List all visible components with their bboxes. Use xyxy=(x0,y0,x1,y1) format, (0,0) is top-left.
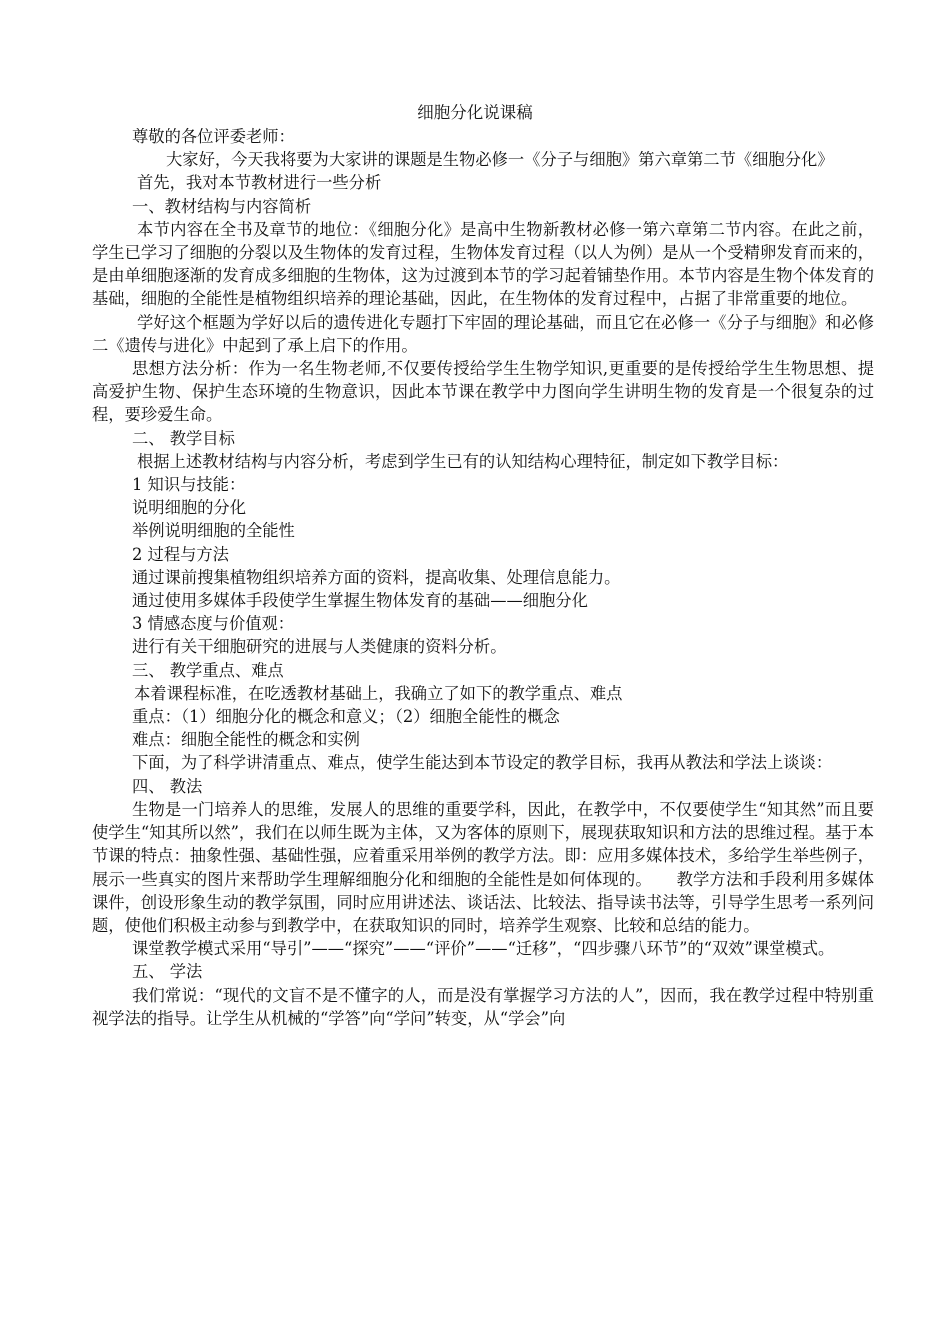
section-heading-1: 一、教材结构与内容简析 xyxy=(132,196,312,216)
goal-item: 举例说明细胞的全能性 xyxy=(132,521,295,541)
paragraph-learning-method: 我们常说：“现代的文盲不是不懂字的人，而是没有掌握学习方法的人”，因而，我在教学过程中特别重视学法的指导。让学生从机械的“学答”向“学问”转变，从“学会”向 xyxy=(92,985,874,1028)
goal-item: 说明细胞的分化 xyxy=(132,498,246,518)
document-body xyxy=(92,125,874,1030)
paragraph-methods-transition: 下面，为了科学讲清重点、难点，使学生能达到本节设定的教学目标，我再从教法和学法上谈谈： xyxy=(132,753,833,773)
paragraph-teaching-method: 生物是一门培养人的思维，发展人的思维的重要学科，因此，在教学中，不仅要使学生“知其然”而且要使学生“知其所以然”，我们在以师生既为主体，又为客体的原则下，展现获取知识和方法的思维过程。基于本节课的特点：抽象性强、基础性强，应着重采用举例的教学方法。即：应用多媒体技术，多给学生举些例子，展示一些真实的图片来帮助学生理解细胞分化和细胞的全能性是如何体现的。 教学方法和手段利用多媒体课件，创设形象生动的教学氛围，同时应用讲述法、谈话法、比较法、指导读书法等，引导学生思考一系列问题，使他们积极主动参与到教学中，在获取知识的同时，培养学生观察、比较和总结的能力。 xyxy=(92,799,874,935)
section-heading-4: 四、 教法 xyxy=(132,776,203,796)
paragraph-intro: 大家好，今天我将要为大家讲的课题是生物必修一《分子与细胞》第六章第二节《细胞分化》 xyxy=(166,150,834,170)
paragraph-key-points-intro: 本着课程标准，在吃透教材基础上，我确立了如下的教学重点、难点 xyxy=(134,683,623,703)
paragraph-method-analysis: 思想方法分析：作为一名生物老师,不仅要传授给学生生物学知识,更重要的是传授给学生生物思想、提高爱护生物、保护生态环境的生物意识，因此本节课在教学中力图向学生讲明生物的发育是一个很复杂的过程，要珍爱生命。 xyxy=(92,359,874,425)
paragraph-textbook-position: 本节内容在全书及章节的地位：《细胞分化》是高中生物新教材必修一第六章第二节内容。在此之前，学生已学习了细胞的分裂以及生物体的发育过程，生物体发育过程（以人为例）是从一个受精卵发育而来的，是由单细胞逐渐的发育成多细胞的生物体，这为过渡到本节的学习起着铺垫作用。本节内容是生物个体发育的基础，细胞的全能性是植物组织培养的理论基础，因此，在生物体的发育过程中，占据了非常重要的地位。 xyxy=(92,219,874,309)
goal-item: 通过课前搜集植物组织培养方面的资料，提高收集、处理信息能力。 xyxy=(132,567,621,587)
section-heading-5: 五、 学法 xyxy=(132,962,203,982)
goal-heading-2: 2 过程与方法 xyxy=(132,544,229,564)
goal-heading-3: 3 情感态度与价值观： xyxy=(132,614,295,634)
paragraph-goals-intro: 根据上述教材结构与内容分析，考虑到学生已有的认知结构心理特征，制定如下教学目标： xyxy=(137,451,789,471)
section-heading-2: 二、 教学目标 xyxy=(132,428,235,448)
document-title: 细胞分化说课稿 xyxy=(417,103,533,122)
section-heading-3: 三、 教学重点、难点 xyxy=(132,660,284,680)
goal-item: 通过使用多媒体手段使学生掌握生物体发育的基础——细胞分化 xyxy=(132,591,588,611)
paragraph-class-model: 课堂教学模式采用“导引”——“探究”——“评价”——“迁移”，“四步骤八环节”的“双效”课堂模式。 xyxy=(132,939,835,959)
difficult-points: 难点：细胞全能性的概念和实例 xyxy=(132,730,360,750)
paragraph-analysis-lead: 首先，我对本节教材进行一些分析 xyxy=(137,173,382,193)
key-points: 重点：（1）细胞分化的概念和意义；（2）细胞全能性的概念 xyxy=(132,707,560,727)
salutation: 尊敬的各位评委老师： xyxy=(132,127,295,146)
goal-heading-1: 1 知识与技能： xyxy=(132,475,246,495)
goal-item: 进行有关干细胞研究的进展与人类健康的资料分析。 xyxy=(132,637,507,657)
paragraph-transition: 学好这个框题为学好以后的遗传进化专题打下牢固的理论基础，而且它在必修一《分子与细胞》和必修二《遗传与进化》中起到了承上启下的作用。 xyxy=(92,312,874,355)
